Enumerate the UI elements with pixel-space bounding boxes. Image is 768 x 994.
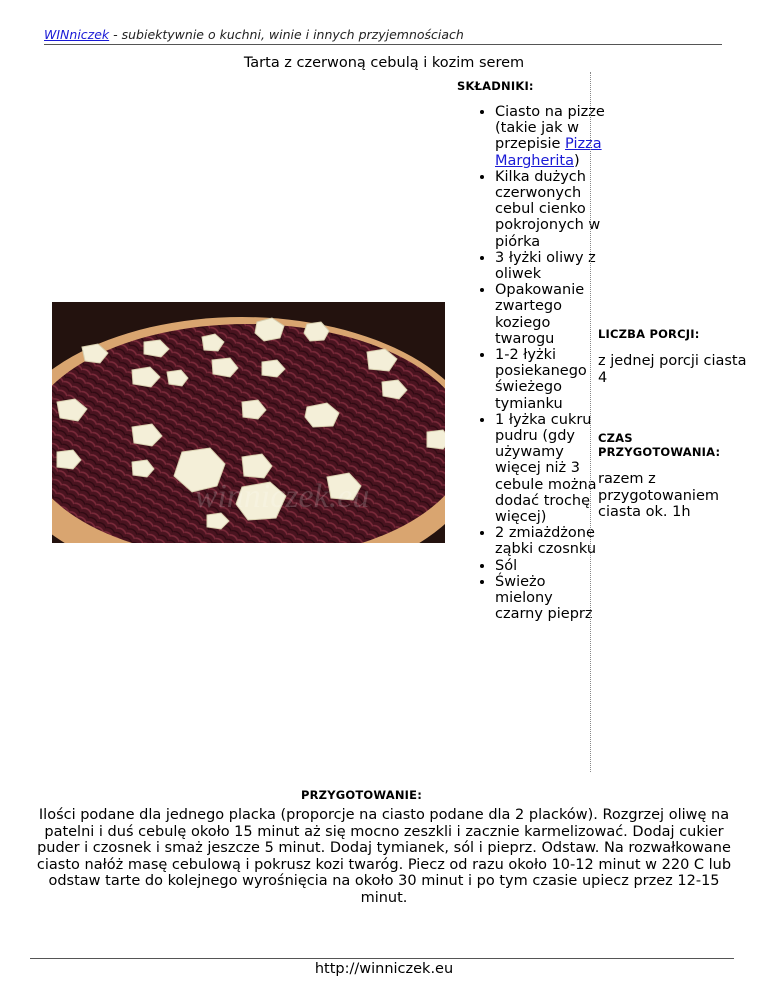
list-item: • Opakowanie zwartego koziego twarogu (495, 282, 605, 347)
prep-time-value: razem z przygotowaniem ciasta ok. 1h (598, 471, 719, 520)
list-item: • 2 zmiażdżone ząbki czosnku (495, 525, 605, 557)
ingredients-label: SKŁADNIKI: (457, 79, 534, 93)
pizza-margherita-link[interactable]: Pizza Margherita (495, 136, 602, 169)
photo-watermark: winniczek.eu (194, 478, 370, 515)
page-header (44, 27, 722, 45)
column-divider (590, 72, 591, 772)
list-item: • 3 łyżki oliwy z oliwek (495, 250, 605, 282)
footer-divider (30, 958, 734, 959)
list-item: • 1-2 łyżki posiekanego świeżego tymianku (495, 347, 605, 412)
list-item: • 1 łyżka cukru pudru (gdy używamy więcej niż 3 cebule można dodać trochę więcej) (495, 412, 605, 525)
preparation-text: Ilości podane dla jednego placka (proporcje na ciasto podane dla 2 placków). Rozgrzej oliwę na patelni i duś cebulę około 15 minut aż się mocno zeszkli i zacznie karmelizować. Dodaj cukier puder i czosnek i smaż jeszcze 5 minut. Dodaj tymianek, sól i pieprz. Odstaw. Na rozwałkowane ciasto nałóż masę cebulową i pokrusz kozi twaróg. Piecz od razu około 10-12 minut w 220 C lub odstaw tarte do kolejnego wyrośnięcia na około 30 minut i po tym czasie upiecz przez 12-15 minut. (36, 807, 732, 906)
footer-url: http://winniczek.eu (314, 961, 454, 977)
servings-value: z jednej porcji ciasta 4 (598, 353, 747, 386)
servings-label: LICZBA PORCJI: (598, 327, 700, 341)
ingredients-list (477, 104, 605, 623)
recipe-title: Tarta z czerwoną cebulą i kozim serem (243, 55, 525, 71)
list-item: • Kilka dużych czerwonych cebul cienko pokrojonych w piórka (495, 169, 605, 250)
prep-time-label: CZAS PRZYGOTOWANIA: (598, 431, 721, 459)
preparation-label: PRZYGOTOWANIE: (301, 788, 423, 802)
site-tagline: - subiektywnie o kuchni, winie i innych przyjemnościach (109, 27, 464, 42)
list-item: • Ciasto na pizze (takie jak w przepisie Pizza Margherita) (495, 104, 605, 169)
tart-photo (52, 302, 445, 543)
list-item: • Sól (495, 558, 605, 574)
list-item: • Świeżo mielony czarny pieprz (495, 574, 605, 623)
site-name-link[interactable]: WINniczek (44, 27, 110, 42)
